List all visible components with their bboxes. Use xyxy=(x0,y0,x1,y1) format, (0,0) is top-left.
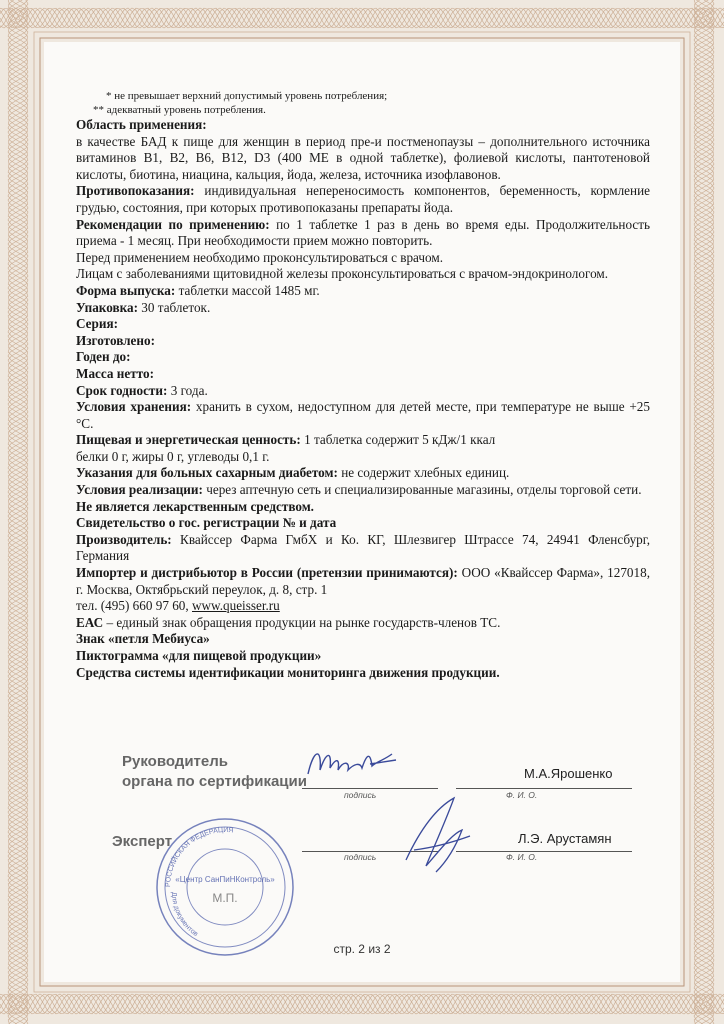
stamp-top-text: РОССИЙСКАЯ ФЕДЕРАЦИЯ xyxy=(164,826,234,888)
packaging: Упаковка: 30 таблеток. xyxy=(76,299,211,315)
expert-signature xyxy=(396,790,486,880)
page-number: стр. 2 из 2 xyxy=(333,942,391,956)
head-name: М.А.Ярошенко xyxy=(524,766,613,781)
expert-title: Эксперт xyxy=(112,833,173,850)
release-form: Форма выпуска: таблетки массой 1485 мг. xyxy=(76,282,320,298)
manufacturer: Производитель: Квайссер Фарма ГмбХ и Ко. КГ, Шлезвигер Штрассе 74, 24941 Фленсбург, Германия xyxy=(76,531,650,564)
head-signature xyxy=(300,740,410,790)
series: Серия: xyxy=(76,316,118,332)
website-link[interactable]: www.queisser.ru xyxy=(192,598,280,614)
net-mass: Масса нетто: xyxy=(76,365,155,381)
head-sign-caption: подпись xyxy=(344,790,377,800)
footnote-2: ** адекватный уровень потребления. xyxy=(93,103,266,116)
official-stamp xyxy=(150,812,300,962)
head-name-line xyxy=(456,788,632,789)
recommendations-line-2: Перед применением необходимо проконсультироваться с врачом. xyxy=(76,249,443,265)
diabetes-note: Указания для больных сахарным диабетом: не содержит хлебных единиц. xyxy=(76,465,510,481)
stamp-center-text: «Центр СанПиНКонтроль» xyxy=(175,875,275,884)
footnotes xyxy=(76,90,650,117)
expert-fio-caption: Ф. И. О. xyxy=(506,852,538,862)
head-fio-caption: Ф. И. О. xyxy=(506,790,538,800)
expert-name: Л.Э. Арустамян xyxy=(518,831,612,846)
area-text: в качестве БАД к пище для женщин в период пре-и постменопаузы – дополнительного источника витаминов B1, B2, B6, B12, D3 (400 МЕ в одной таблетке), фолиевой кислоты, пантотеновой кислоты, биотина, ниацина, кальция, йода, железа, источника изофлавонов. xyxy=(76,133,650,182)
mobius-mark: Знак «петля Мебиуса» xyxy=(76,631,210,647)
footnote-1: * не превышает верхний допустимый уровень потребления; xyxy=(106,90,388,102)
valid-until: Годен до: xyxy=(76,349,131,365)
contraindications: Противопоказания: индивидуальная непереносимость компонентов, беременность, кормление грудью, состояния, при которых противопоказаны препараты йода. xyxy=(76,183,650,215)
document-body xyxy=(76,90,650,681)
tracking-system: Средства системы идентификации мониторинга движения продукции. xyxy=(76,664,500,680)
area-heading: Область применения: xyxy=(76,117,207,132)
shelf-life: Срок годности: 3 года. xyxy=(76,382,208,398)
nutrition-value: Пищевая и энергетическая ценность: 1 таблетка содержит 5 кДж/1 ккал xyxy=(76,432,496,448)
head-title: Руководитель органа по сертификации xyxy=(122,753,307,790)
eac-mark: ЕАС – единый знак обращения продукции на рынке государств-членов ТС. xyxy=(76,614,501,630)
stamp-bottom-text: Для документов xyxy=(169,891,199,939)
recommendations-line-3: Лицам с заболеваниями щитовидной железы проконсультироваться с врачом-эндокринологом. xyxy=(76,266,609,282)
mp-label: М.П. xyxy=(212,891,238,905)
recommendations: Рекомендации по применению: по 1 таблетке 1 раз в день во время еды. Продолжительность приема - 1 месяц. При необходимости прием можно повторить. xyxy=(76,216,650,249)
registration-certificate: Свидетельство о гос. регистрации № и дата xyxy=(76,515,337,531)
nutrition-line-2: белки 0 г, жиры 0 г, углеводы 0,1 г. xyxy=(76,448,270,464)
phone-website: тел. (495) 660 97 60, www.queisser.ru xyxy=(76,598,280,614)
not-a-drug: Не является лекарственным средством. xyxy=(76,498,314,514)
food-pictogram: Пиктограмма «для пищевой продукции» xyxy=(76,648,322,663)
sale-conditions: Условия реализации: через аптечную сеть и специализированные магазины, отделы торговой сети. xyxy=(76,482,642,498)
storage-conditions: Условия хранения: хранить в сухом, недоступном для детей месте, при температуре не выше +25 °С. xyxy=(76,399,650,431)
expert-sign-caption: подпись xyxy=(344,852,377,862)
importer: Импортер и дистрибьютор в России (претензии принимаются): ООО «Квайссер Фарма», 127018, г. Москва, Октябрьский переулок, д. 8, стр. 1 xyxy=(76,565,650,597)
manufactured: Изготовлено: xyxy=(76,332,155,348)
